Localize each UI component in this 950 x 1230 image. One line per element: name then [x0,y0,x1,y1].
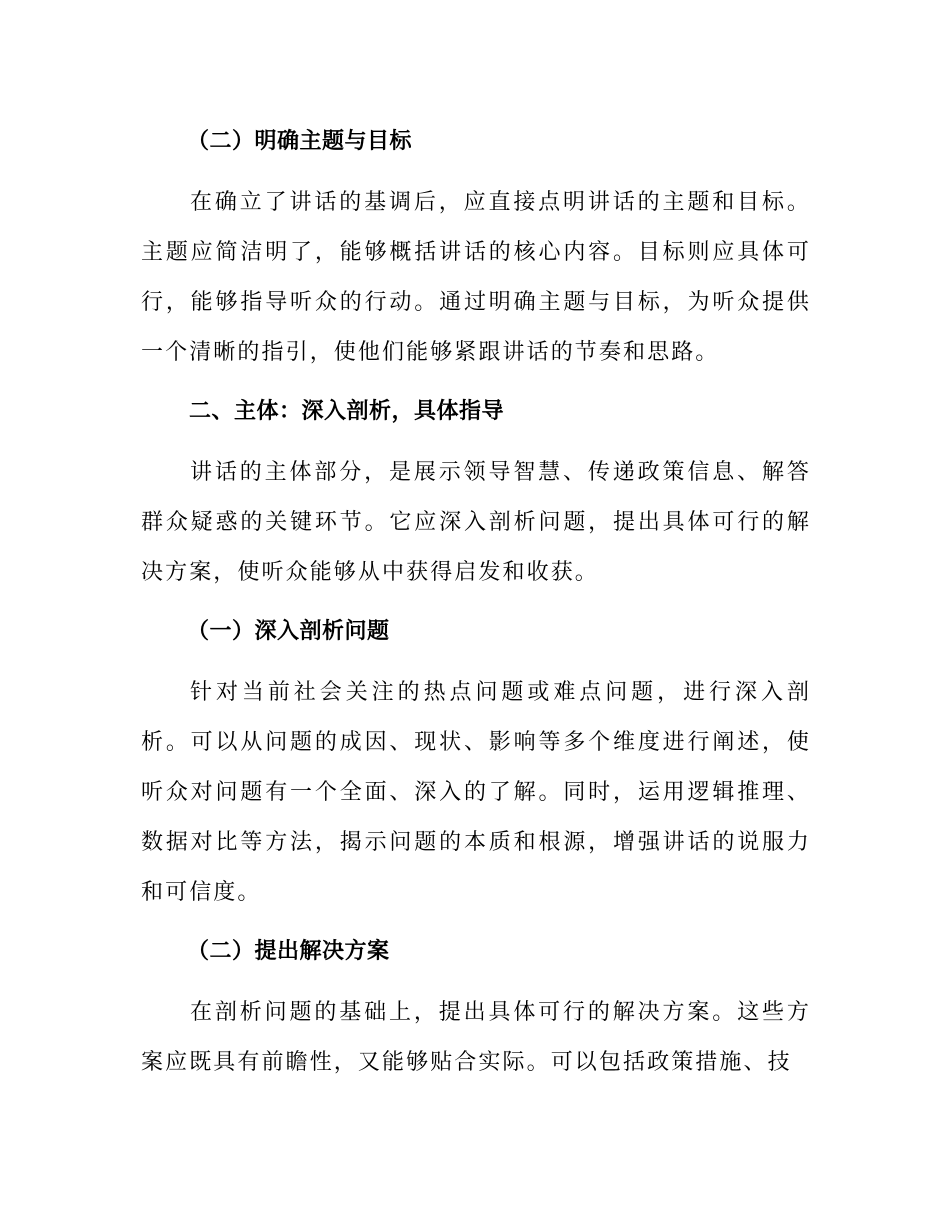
spacer [141,650,811,668]
paragraph-theme-goal: 在确立了讲话的基调后，应直接点明讲话的主题和目标。主题应简洁明了，能够概括讲话的核心内容。目标则应具体可行，能够指导听众的行动。通过明确主题与目标，为听众提供一个清晰的指引，使他们能够紧跟讲话的节奏和思路。 [141,190,811,365]
spacer [141,378,811,394]
section-subheading-analyze-problem: （一）深入剖析问题 [187,619,390,644]
section-heading-main-body: 二、主体：深入剖析，具体指导 [189,399,505,424]
section-subheading-propose-solutions: （二）提出解决方案 [187,939,390,964]
spacer [141,970,811,988]
section-subheading-clarify-theme: （二）明确主题与目标 [187,129,413,154]
spacer [141,598,811,614]
spacer [141,160,811,178]
spacer [141,430,811,448]
paragraph-analyze-problem: 针对当前社会关注的热点问题或难点问题，进行深入剖析。可以从问题的成因、现状、影响等多个维度进行阐述，使听众对问题有一个全面、深入的了解。同时，运用逻辑推理、数据对比等方法，揭示问题的本质和根源，增强讲话的说服力和可信度。 [141,680,811,905]
paragraph-propose-solutions: 在剖析问题的基础上，提出具体可行的解决方案。这些方案应既具有前瞻性，又能够贴合实际。可以包括政策措施、技 [141,1000,811,1075]
document-body [141,124,811,1088]
spacer [141,918,811,934]
paragraph-main-body-intro: 讲话的主体部分，是展示领导智慧、传递政策信息、解答群众疑惑的关键环节。它应深入剖析问题，提出具体可行的解决方案，使听众能够从中获得启发和收获。 [141,460,811,585]
